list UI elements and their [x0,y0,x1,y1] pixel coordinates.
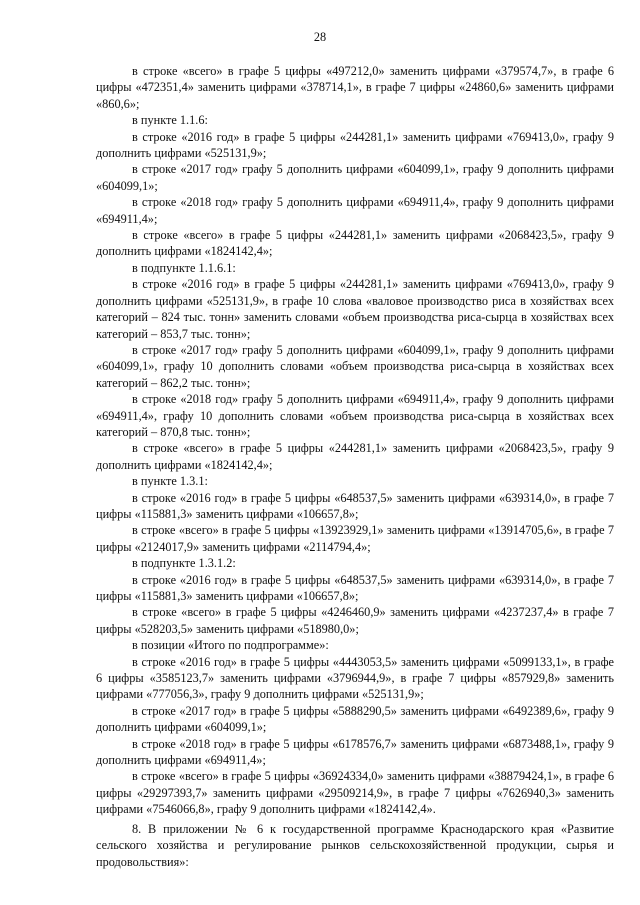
paragraph: в строке «2016 год» в графе 5 цифры «244281,1» заменить цифрами «769413,0», графу 9 дополнить цифрами «525131,9»; [96,129,614,161]
paragraph: в строке «всего» в графе 5 цифры «497212,0» заменить цифрами «379574,7», в графе 6 цифры «472351,4» заменить цифрами «378714,1», в графе 7 цифры «24860,6» заменить цифрами «860,6»; [96,64,614,111]
paragraph: в пункте 1.3.1: [132,474,208,489]
paragraph: в подпункте 1.3.1.2: [132,556,236,571]
paragraph: в строке «2016 год» в графе 5 цифры «648537,5» заменить цифрами «639314,0», в графе 7 цифры «115881,3» заменить цифрами «106657,8»; [96,572,614,603]
paragraph: 8. В приложении № 6 к государственной программе Краснодарского края «Развитие сельского хозяйства и регулирование рынков сельскохозяйственной продукции, сырья и продовольствия»: [96,821,614,869]
paragraph: в строке «2017 год» в графе 5 цифры «5888290,5» заменить цифрами «6492389,6», графу 9 дополнить цифрами «604099,1»; [96,703,614,735]
paragraph: в строке «2017 год» графу 5 дополнить цифрами «604099,1», графу 9 дополнить цифрами «604099,1», графу 10 дополнить словами «объем производства риса-сырца в хозяйствах всех категорий – 862,2 тыс. тонн»; [96,342,614,390]
paragraph: в строке «2018 год» в графе 5 цифры «6178576,7» заменить цифрами «6873488,1», графу 9 дополнить цифрами «694911,4»; [96,736,614,768]
paragraph: в строке «всего» в графе 5 цифры «13923929,1» заменить цифрами «13914705,6», в графе 7 цифры «2124017,9» заменить цифрами «2114794,4»; [96,523,614,554]
paragraph: в строке «всего» в графе 5 цифры «244281,1» заменить цифрами «2068423,5», графу 9 дополнить цифрами «1824142,4»; [96,441,614,472]
paragraph: в строке «2018 год» графу 5 дополнить цифрами «694911,4», графу 9 дополнить цифрами «694911,4»; [96,195,614,226]
paragraph: в подпункте 1.1.6.1: [132,260,236,275]
paragraph: в строке «2017 год» графу 5 дополнить цифрами «604099,1», графу 9 дополнить цифрами «604099,1»; [96,162,614,193]
paragraph: в позиции «Итого по подпрограмме»: [132,638,329,653]
paragraph: в пункте 1.1.6: [132,113,208,128]
paragraph: в строке «всего» в графе 5 цифры «36924334,0» заменить цифрами «38879424,1», в графе 6 цифры «29297393,7» заменить цифрами «29509214,9», в графе 7 цифры «7626940,3» заменить цифрами «7546066,8», графу 9 дополнить цифрами «1824142,4». [96,769,614,817]
paragraph: в строке «2016 год» в графе 5 цифры «648537,5» заменить цифрами «639314,0», в графе 7 цифры «115881,3» заменить цифрами «106657,8»; [96,490,614,521]
paragraph: в строке «2018 год» графу 5 дополнить цифрами «694911,4», графу 9 дополнить цифрами «694911,4», графу 10 дополнить словами «объем производства риса-сырца в хозяйствах всех категорий – 870,8 тыс. тонн»; [96,392,614,439]
page-number: 28 [313,30,327,44]
paragraph: в строке «2016 год» в графе 5 цифры «244281,1» заменить цифрами «769413,0», графу 9 дополнить цифрами «525131,9», в графе 10 слова «валовое производство риса в хозяйствах всех категорий – 824 тыс. тонн» заменить словами «объем производства риса-сырца в хозяйствах всех категорий – 853,7 тыс. тонн»; [96,277,614,341]
document-body [96,63,614,870]
paragraph: в строке «2016 год» в графе 5 цифры «4443053,5» заменить цифрами «5099133,1», в графе 6 цифры «3585123,7» заменить цифрами «3796944,9», в графе 7 цифры «857929,8» заменить цифрами «777056,3», графу 9 дополнить цифрами «525131,9»; [96,654,614,702]
paragraph: в строке «всего» в графе 5 цифры «244281,1» заменить цифрами «2068423,5», графу 9 дополнить цифрами «1824142,4»; [96,228,614,259]
paragraph: в строке «всего» в графе 5 цифры «4246460,9» заменить цифрами «4237237,4» в графе 7 цифры «528203,5» заменить цифрами «518980,0»; [96,605,614,636]
